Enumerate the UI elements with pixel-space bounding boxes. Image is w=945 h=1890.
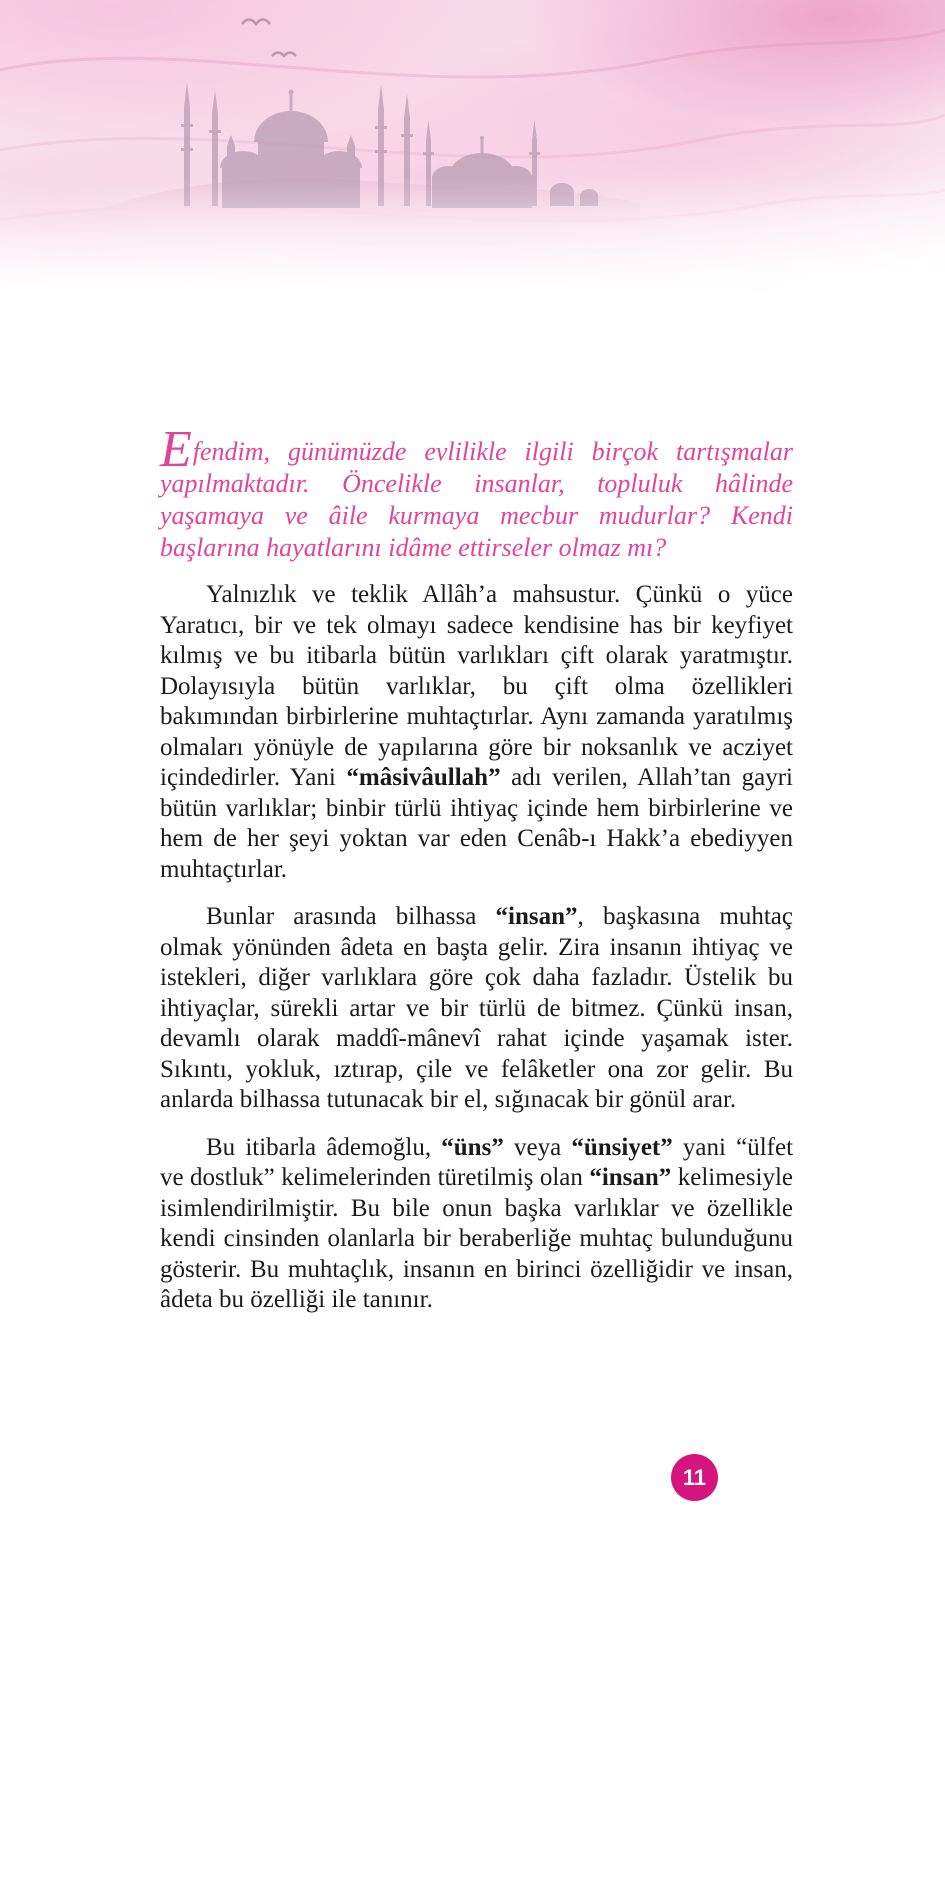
body-paragraph: [160, 580, 793, 885]
paragraph-text: , başkasına muhtaç olmak yönünden âdeta en başta gelir. Zira insanın ihtiyaç ve istekleri, diğer varlıklara göre çok daha fazladır. Üstelik bu ihtiyaçlar, sürekli artar ve bir türlü de bitmez. Çünkü insan, devamlı olarak maddî-mânevî rahat içinde yaşamak ister. Sıkıntı, yokluk, ıztırap, çile ve felâketler ona zor gelir. Bu anlarda bilhassa tutunacak bir el, sığınacak bir gönül arar.: [160, 903, 794, 1113]
header-fade: [0, 177, 945, 315]
paragraph-text: yani “ülfet ve dostluk” kelimelerinden türetilmiş olan: [160, 1133, 794, 1191]
emphasized-term: “ünsiyet”: [571, 1133, 673, 1161]
paragraph-text: Yalnızlık ve teklik Allâh’a mahsustur. Çünkü o yüce Yaratıcı, bir ve tek olmayı sadece kendisine has bir keyfiyet kılmış ve bu itibarla bütün varlıkları çift olarak yaratmıştır. Dolayısıyla bütün varlıklar, bu çift olma özellikleri bakımından birbirlerine muhtaçtırlar. Aynı zamanda yaratılmış olmaları yönüyle de yapılarına göre bir noksanlık ve acziyet içindedirler. Yani: [160, 581, 793, 791]
emphasized-term: “üns”: [441, 1133, 504, 1161]
paragraph-text: Bunlar arasında bilhassa: [206, 903, 496, 930]
intro-text: fendim, günümüzde evlilikle ilgili birçok tartışmalar yapılmaktadır. Öncelikle insanlar, topluluk hâlinde yaşamaya ve âile kurmaya mecbur mudurlar? Kendi başlarına hayatlarını idâme ettirseler olmaz mı?: [160, 437, 793, 562]
decorative-header: [0, 0, 945, 315]
page-number: 11: [682, 1464, 707, 1490]
emphasized-term: “mâsivâullah”: [346, 764, 501, 791]
emphasized-term: “insan”: [589, 1164, 672, 1191]
paragraph-text: kelimesiyle isimlendirilmiştir. Bu bile onun başka varlıklar ve özellikle kendi cinsinden olanlarla bir beraberliğe muhtaç bulunduğunu gösterir. Bu muhtaçlık, insanın en birinci özelliğidir ve insan, âdeta bu özelliği ile tanınır.: [160, 1164, 793, 1313]
drop-cap-letter: E: [160, 421, 193, 478]
page-number-badge: [671, 1454, 718, 1501]
paragraph-text: adı verilen, Allah’tan gayri bütün varlıklar; binbir türlü ihtiyaç içinde hem birbirlerine ve hem de her şeyi yoktan var eden Cenâb-ı Hakk’a ebediyyen muhtaçtırlar.: [160, 764, 793, 883]
emphasized-term: “insan”: [495, 903, 578, 930]
body-paragraph: [160, 902, 793, 1116]
paragraph-text: veya: [503, 1133, 572, 1161]
intro-paragraph: [160, 421, 793, 564]
body-paragraphs: [160, 580, 793, 1316]
page-text-column: [160, 421, 794, 1333]
paragraph-text: Bu itibarla âdemoğlu,: [206, 1133, 442, 1161]
body-paragraph: [160, 1133, 793, 1316]
